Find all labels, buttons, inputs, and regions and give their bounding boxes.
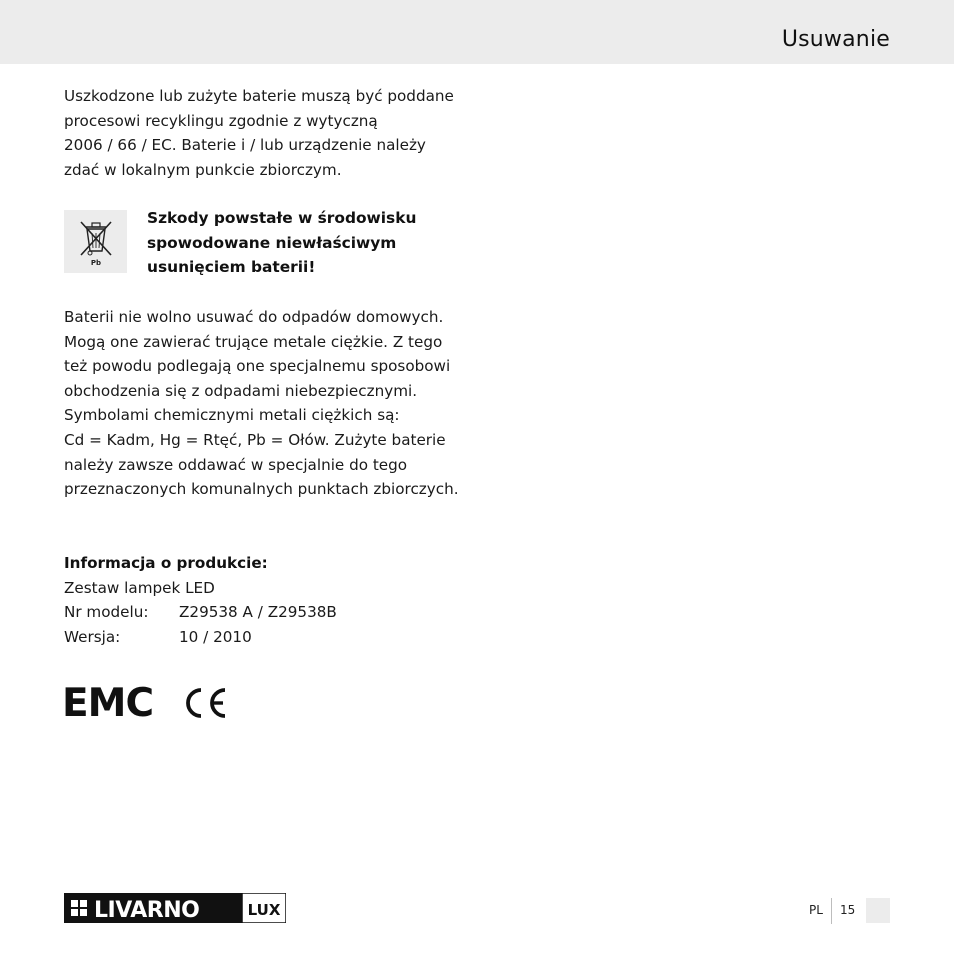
text-line: obchodzenia się z odpadami niebezpiecznymi.: [64, 381, 418, 400]
crossed-out-bin-pb-icon: [64, 210, 127, 273]
ce-mark: [188, 690, 225, 716]
text-line: 2006 / 66 / EC. Baterie i / lub urządzenie należy: [64, 136, 426, 155]
hazard-paragraph: [64, 305, 474, 502]
warning-title: [147, 206, 416, 280]
text-line: też powodu podlegają one specjalnemu sposobowi: [64, 357, 451, 376]
language-code: PL: [809, 903, 823, 917]
disposal-paragraph: [64, 84, 474, 182]
product-info-heading: Informacja o produkcie:: [64, 554, 268, 572]
text-line: Symbolami chemicznymi metali ciężkich są:: [64, 406, 400, 425]
text-line: Mogą one zawierać trujące metale ciężkie. Z tego: [64, 332, 443, 351]
emc-ce-marks: [62, 684, 232, 728]
model-label: Nr modelu:: [64, 603, 149, 622]
text-line: zdać w lokalnym punkcie zbiorczym.: [64, 160, 342, 179]
model-row: [64, 600, 337, 625]
text-line: procesowi recyklingu zgodnie z wytyczną: [64, 111, 378, 130]
brand-name: LIVARNO: [94, 898, 200, 923]
product-name: Zestaw lampek LED: [64, 578, 215, 597]
livarno-lux-logo: [64, 893, 286, 927]
text-line: Cd = Kadm, Hg = Rtęć, Pb = Ołów. Zużyte baterie: [64, 430, 446, 449]
pb-label: Pb: [90, 259, 102, 267]
version-label: Wersja:: [64, 627, 121, 646]
text-line: Uszkodzone lub zużyte baterie muszą być poddane: [64, 87, 454, 105]
page-number: 15: [840, 903, 856, 917]
warning-line: Szkody powstałe w środowisku: [147, 209, 417, 227]
text-line: należy zawsze oddawać w specjalnie do tego: [64, 455, 408, 474]
emc-mark: EMC: [62, 684, 154, 724]
warning-line: usunięciem baterii!: [147, 258, 316, 277]
brand-suffix: LUX: [247, 901, 281, 919]
version-value: 10 / 2010: [179, 627, 252, 646]
brand-logo-graphic: [64, 893, 286, 923]
product-info: [64, 551, 337, 649]
footer-divider: [831, 898, 832, 924]
page-tab: [866, 898, 890, 923]
warning-line: spowodowane niewłaściwym: [147, 233, 397, 252]
version-row: [64, 625, 337, 650]
model-value: Z29538 A / Z29538B: [179, 603, 337, 622]
page-title: Usuwanie: [781, 27, 890, 52]
bin-icon-graphic: [64, 210, 127, 273]
emc-ce-graphic: [62, 684, 232, 724]
text-line: Baterii nie wolno usuwać do odpadów domowych.: [64, 308, 444, 326]
text-line: przeznaczonych komunalnych punktach zbiorczych.: [64, 480, 459, 499]
